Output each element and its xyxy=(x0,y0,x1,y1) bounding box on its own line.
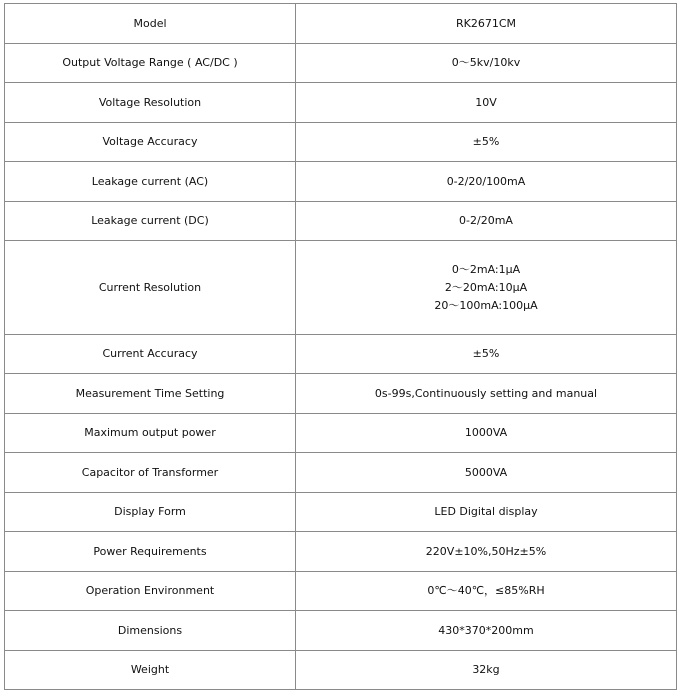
current-resolution-line: 2～20mA:10μA xyxy=(444,280,528,294)
spec-label-current-resolution: Current Resolution xyxy=(5,241,296,335)
table-row xyxy=(5,335,677,374)
spec-label-current-accuracy: Current Accuracy xyxy=(5,335,296,374)
spec-value-weight: 32kg xyxy=(296,651,677,690)
table-row xyxy=(5,611,677,651)
spec-value-current-accuracy: ±5% xyxy=(296,335,677,374)
spec-label-dimensions: Dimensions xyxy=(5,611,296,651)
spec-value-output-voltage-range: 0～5kv/10kv xyxy=(296,44,677,83)
spec-table xyxy=(4,3,677,690)
spec-label-voltage-resolution: Voltage Resolution xyxy=(5,83,296,123)
table-row xyxy=(5,453,677,493)
spec-value-measurement-time-setting: 0s-99s,Continuously setting and manual xyxy=(296,374,677,414)
table-row xyxy=(5,493,677,532)
spec-label-leakage-current-dc: Leakage current (DC) xyxy=(5,202,296,241)
spec-label-voltage-accuracy: Voltage Accuracy xyxy=(5,123,296,162)
table-row xyxy=(5,83,677,123)
spec-value-power-requirements: 220V±10%,50Hz±5% xyxy=(296,532,677,572)
spec-label-weight: Weight xyxy=(5,651,296,690)
spec-value-model: RK2671CM xyxy=(296,4,677,44)
table-row xyxy=(5,123,677,162)
table-row xyxy=(5,241,677,335)
spec-value-operation-environment: 0℃～40℃，≤85%RH xyxy=(296,572,677,611)
spec-label-operation-environment: Operation Environment xyxy=(5,572,296,611)
table-row xyxy=(5,44,677,83)
current-resolution-line: 0～2mA:1μA xyxy=(451,262,521,276)
spec-value-leakage-current-dc: 0-2/20mA xyxy=(296,202,677,241)
spec-value-current-resolution xyxy=(296,241,677,335)
spec-value-maximum-output-power: 1000VA xyxy=(296,414,677,453)
spec-label-output-voltage-range: Output Voltage Range ( AC/DC ) xyxy=(5,44,296,83)
spec-label-power-requirements: Power Requirements xyxy=(5,532,296,572)
spec-value-leakage-current-ac: 0-2/20/100mA xyxy=(296,162,677,202)
table-row xyxy=(5,651,677,690)
spec-label-leakage-current-ac: Leakage current (AC) xyxy=(5,162,296,202)
spec-label-model: Model xyxy=(5,4,296,44)
table-row xyxy=(5,162,677,202)
spec-value-display-form: LED Digital display xyxy=(296,493,677,532)
table-row xyxy=(5,374,677,414)
table-row xyxy=(5,4,677,44)
current-resolution-line: 20～100mA:100μA xyxy=(434,298,538,312)
spec-label-display-form: Display Form xyxy=(5,493,296,532)
spec-label-measurement-time-setting: Measurement Time Setting xyxy=(5,374,296,414)
spec-value-voltage-accuracy: ±5% xyxy=(296,123,677,162)
table-row xyxy=(5,532,677,572)
table-row xyxy=(5,414,677,453)
spec-table-body xyxy=(5,4,677,690)
spec-value-voltage-resolution: 10V xyxy=(296,83,677,123)
spec-label-capacitor-of-transformer: Capacitor of Transformer xyxy=(5,453,296,493)
table-row xyxy=(5,572,677,611)
spec-label-maximum-output-power: Maximum output power xyxy=(5,414,296,453)
spec-value-capacitor-of-transformer: 5000VA xyxy=(296,453,677,493)
spec-value-dimensions: 430*370*200mm xyxy=(296,611,677,651)
table-row xyxy=(5,202,677,241)
